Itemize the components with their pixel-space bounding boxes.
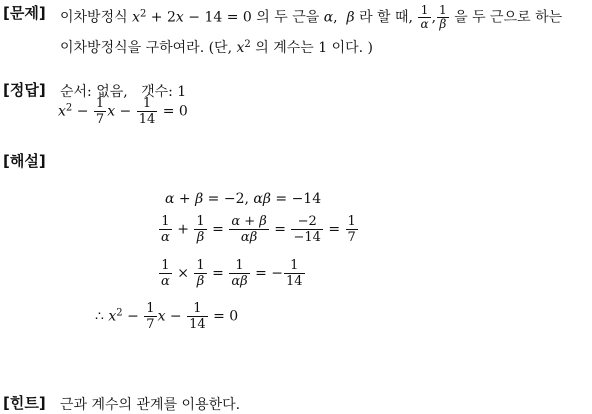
fraction-1-over-beta: $\frac{1}{\beta}$ bbox=[439, 3, 447, 31]
problem-text-end: 을 두 근으로 하는 bbox=[454, 9, 563, 26]
hint-text: 근과 계수의 관계를 이용한다. bbox=[60, 397, 241, 413]
answer-order: 순서: 없음, bbox=[60, 84, 128, 100]
solution-step-1: α + β = −2, αβ = −14 bbox=[165, 191, 322, 207]
problem-label: [문제] bbox=[3, 4, 46, 22]
problem-text-line2-end: 의 계수는 1 이다. ) bbox=[250, 40, 373, 56]
problem-text-start: 이차방정식 bbox=[60, 9, 133, 26]
problem-text-line2-start: 이차방정식을 구하여라. (단, bbox=[60, 40, 237, 56]
answer-count: 갯수: 1 bbox=[141, 84, 187, 100]
hint-label: [힌트] bbox=[3, 394, 46, 412]
fraction-1-over-alpha: $\frac{1}{\alpha}$ bbox=[420, 3, 429, 31]
problem-line-2: 이차방정식을 구하여라. (단, $x^2$ 의 계수는 1 이다. ) bbox=[60, 39, 373, 56]
answer-equation: $x^2$ − $\frac{1}{7}$ x − $\frac{1}{14}$ = 0 bbox=[58, 96, 188, 127]
explanation-label: [해설] bbox=[3, 152, 46, 170]
problem-line-1: 이차방정식 $x^2 + 2x - 14 = 0$ 의 두 근을 α, β 라 할 때, $\frac{1}{\alpha}$ , $\frac{1}{\beta}$ 을 두 근으로 하는 bbox=[60, 3, 563, 31]
problem-text-mid2: 라 할 때, bbox=[359, 9, 418, 26]
solution-step-2: $\frac{1}{\alpha}$ + $\frac{1}{\beta}$ = $\frac{\alpha + \beta}{\alpha\beta}$ = $\frac{-2}{-14}$ = $\frac{1}{7}$ bbox=[161, 214, 356, 245]
answer-label: [정답] bbox=[3, 81, 46, 99]
solution-step-3: $\frac{1}{\alpha}$ × $\frac{1}{\beta}$ = $\frac{1}{\alpha\beta}$ = − $\frac{1}{14}$ bbox=[161, 258, 303, 289]
solution-conclusion: ∴ $x^2$ − $\frac{1}{7}$ x − $\frac{1}{14}$ = 0 bbox=[95, 301, 239, 332]
problem-text-mid1: 의 두 근을 bbox=[256, 9, 324, 26]
